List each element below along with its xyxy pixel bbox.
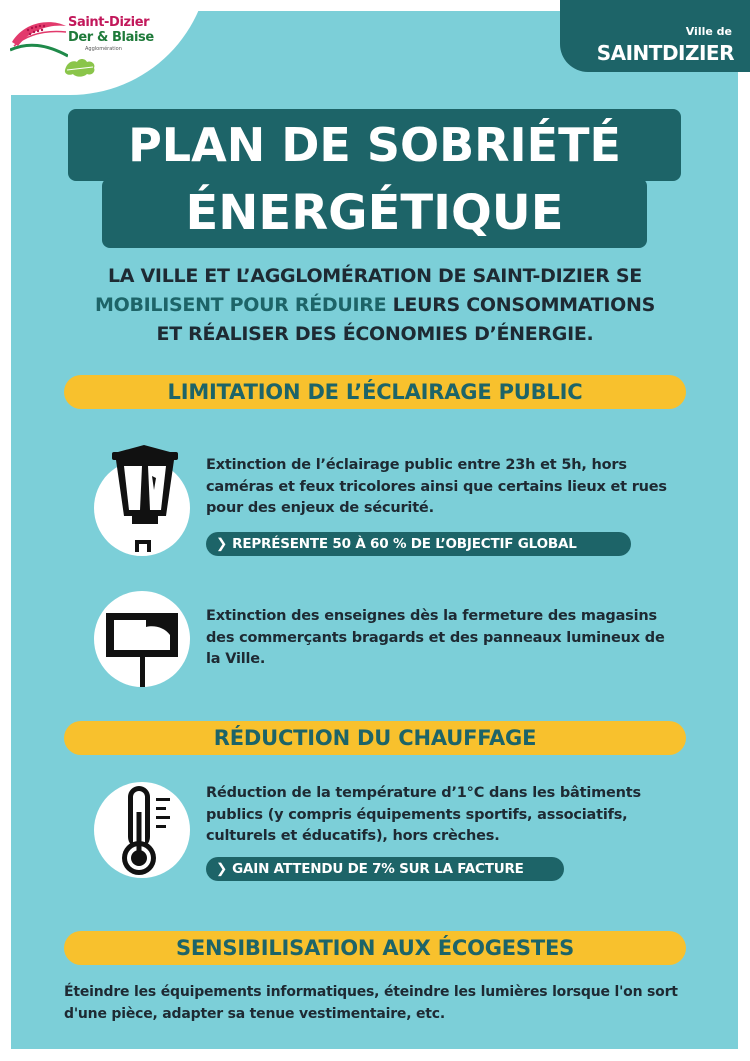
ville-de-label: Ville de — [685, 25, 732, 38]
intro-part-3: ET RÉALISER DES ÉCONOMIES D’ÉNERGIE. — [156, 323, 594, 345]
chauffage-text: Réduction de la température d’1°C dans les bâtiments publics (y compris équipements sportifs, associatifs, culturels et éducatifs), hors crèches. — [206, 785, 641, 844]
eclairage-text-2: Extinction des enseignes dès la fermeture des magasins des commerçants bragards et des panneaux lumineux de la Ville. — [206, 608, 665, 667]
logo-line-1: Saint-Dizier — [68, 15, 150, 30]
chauffage-gain-pill — [206, 857, 564, 881]
chauffage-gain-text: GAIN ATTENDU DE 7% SUR LA FACTURE — [232, 861, 524, 877]
sign-icon-circle — [94, 591, 190, 687]
chevron-right-icon: ❯ — [216, 861, 228, 877]
thermometer-icon-circle — [94, 782, 190, 878]
lamp-icon-circle — [94, 460, 190, 556]
agglo-logo — [8, 6, 154, 76]
intro-accent: MOBILISENT POUR RÉDUIRE — [95, 294, 387, 316]
logo-line-3: Agglomération — [85, 46, 122, 52]
intro-text — [30, 262, 720, 349]
logo-line-2: Der & Blaise — [68, 30, 154, 45]
street-lamp-icon — [94, 460, 190, 556]
intro-part-1: LA VILLE ET L’AGGLOMÉRATION DE SAINT-DIZIER SE — [108, 265, 642, 287]
saint-dizier-label: SAINTDIZIER — [596, 41, 734, 65]
logo-mark-icon — [10, 16, 68, 58]
title-line-2: ÉNERGÉTIQUE — [102, 178, 647, 248]
eclairage-text-1: Extinction de l’éclairage public entre 23h et 5h, hors caméras et feux tricolores ainsi que certains lieux et rues pour des enjeux de sécurité. — [206, 457, 667, 516]
section-heading-chauffage: RÉDUCTION DU CHAUFFAGE — [64, 721, 686, 755]
section-heading-ecogestes: SENSIBILISATION AUX ÉCOGESTES — [64, 931, 686, 965]
title-line-1: PLAN DE SOBRIÉTÉ — [68, 109, 681, 181]
eclairage-objective-pill — [206, 532, 631, 556]
eclairage-objective-text: REPRÉSENTE 50 À 60 % DE L’OBJECTIF GLOBAL — [232, 536, 577, 552]
oak-leaf-icon — [63, 56, 97, 78]
intro-part-2: LEURS CONSOMMATIONS — [386, 294, 655, 316]
ecogestes-text: Éteindre les équipements informatiques, éteindre les lumières lorsque l'on sort d'une pièce, adapter sa tenue vestimentaire, etc. — [64, 984, 678, 1022]
section-heading-eclairage: LIMITATION DE L’ÉCLAIRAGE PUBLIC — [64, 375, 686, 409]
chevron-right-icon: ❯ — [216, 536, 228, 552]
signboard-icon — [94, 591, 190, 687]
ville-de-saint-dizier-badge — [560, 0, 750, 72]
thermometer-icon — [94, 782, 190, 878]
